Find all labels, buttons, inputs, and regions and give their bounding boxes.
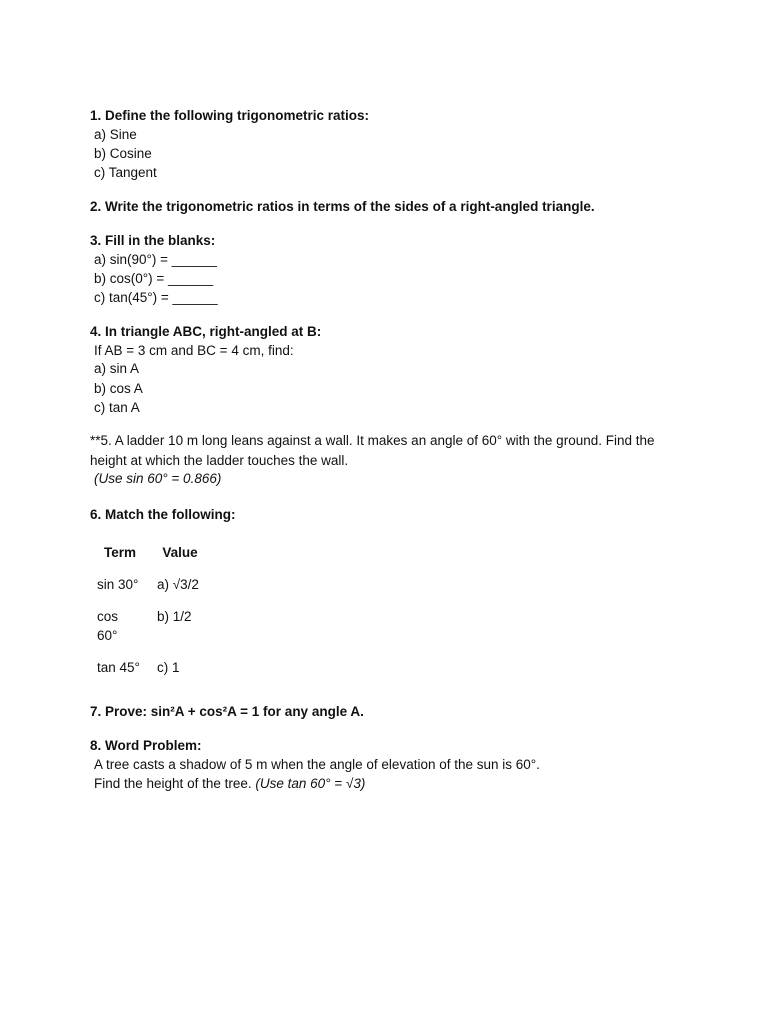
table-row (90, 658, 210, 690)
q4-item-c: c) tan A (94, 400, 140, 415)
q4-given: If AB = 3 cm and BC = 4 cm, find: (94, 343, 294, 358)
table-row (90, 607, 210, 658)
q8-line-2-wrap (94, 775, 365, 793)
match-term-cell: sin 30° (97, 577, 139, 592)
match-value-cell: a) √3/2 (157, 577, 199, 592)
match-table (90, 538, 210, 690)
match-value-cell: c) 1 (157, 660, 180, 675)
q2-heading: 2. Write the trigonometric ratios in terms of the sides of a right-angled triangle. (90, 199, 595, 214)
q8-line-1: A tree casts a shadow of 5 m when the angle of elevation of the sun is 60°. (94, 757, 540, 772)
q1-item-c: c) Tangent (94, 165, 157, 180)
q3-item-a: a) sin(90°) = ______ (94, 252, 217, 267)
match-table-header-value: Value (162, 545, 198, 560)
match-term-cell: cos 60° (97, 609, 119, 643)
q3-heading: 3. Fill in the blanks: (90, 233, 216, 248)
q1-item-b: b) Cosine (94, 146, 152, 161)
match-table-header-term: Term (103, 545, 136, 560)
q5-line-2: height at which the ladder touches the wall. (90, 453, 349, 468)
q4-item-b: b) cos A (94, 381, 143, 396)
q1-heading: 1. Define the following trigonometric ratios: (90, 108, 370, 123)
q3-item-c: c) tan(45°) = ______ (94, 290, 218, 305)
q6-heading: 6. Match the following: (90, 507, 236, 522)
q7-heading: 7. Prove: sin²A + cos²A = 1 for any angle A. (90, 704, 364, 719)
table-row (90, 575, 210, 607)
q3-item-b: b) cos(0°) = ______ (94, 271, 214, 286)
match-table-header-row (90, 538, 210, 575)
q8-heading: 8. Word Problem: (90, 738, 202, 753)
q8-hint: (Use tan 60° = √3) (255, 776, 366, 791)
match-term-cell: tan 45° (97, 660, 140, 675)
q8-line-2: Find the height of the tree. (94, 776, 252, 791)
match-value-cell: b) 1/2 (157, 609, 192, 624)
q5-line-1: **5. A ladder 10 m long leans against a wall. It makes an angle of 60° with the ground. Find the (90, 433, 655, 448)
q4-heading: 4. In triangle ABC, right-angled at B: (90, 324, 322, 339)
q5-hint: (Use sin 60° = 0.866) (94, 471, 222, 486)
q4-item-a: a) sin A (94, 361, 140, 376)
q1-item-a: a) Sine (94, 127, 137, 142)
